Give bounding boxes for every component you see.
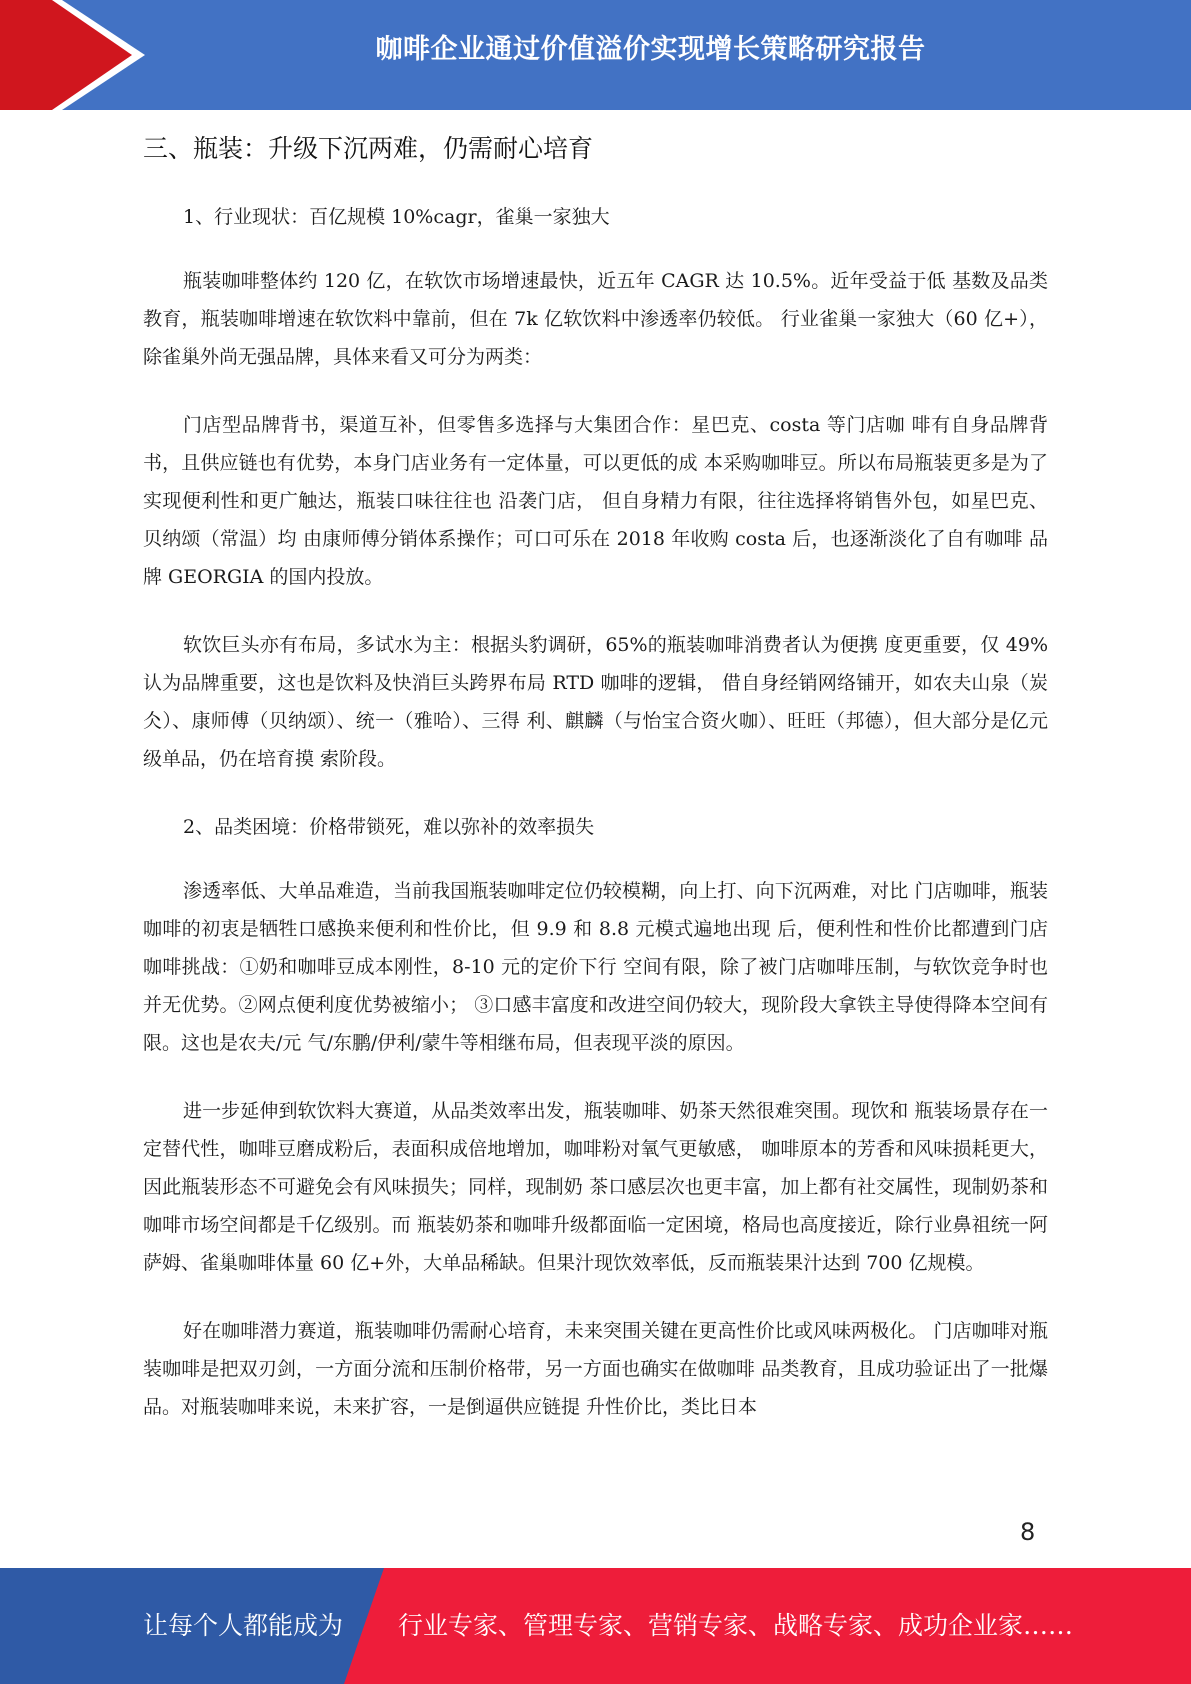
report-title: 咖啡企业通过价值溢价实现增长策略研究报告: [375, 34, 926, 65]
header-banner: [0, 0, 1191, 110]
paragraph: 瓶装咖啡整体约 120 亿，在软饮市场增速最快，近五年 CAGR 达 10.5%。近年受益于低 基数及品类教育，瓶装咖啡增速在软饮料中靠前，但在 7k 亿软饮料中渗透率仍较低。 行业雀巢一家独大（60 亿+），除雀巢外尚无强品牌，具体来看又可分为两类：: [143, 270, 1048, 368]
section-title: 三、瓶装：升级下沉两难，仍需耐心培育: [143, 134, 594, 163]
paragraph: 进一步延伸到软饮料大赛道，从品类效率出发，瓶装咖啡、奶茶天然很难突围。现饮和 瓶装场景存在一定替代性，咖啡豆磨成粉后，表面积成倍地增加，咖啡粉对氧气更敏感， 咖啡原本的芳香和风味损耗更大，因此瓶装形态不可避免会有风味损失；同样，现制奶 茶口感层次也更丰富，加上都有社交属性，现制奶茶和咖啡市场空间都是千亿级别。而 瓶装奶茶和咖啡升级都面临一定困境，格局也高度接近，除行业鼻祖统一阿萨姆、雀巢咖啡体量 60 亿+外，大单品稀缺。但果汁现饮效率低，反而瓶装果汁达到 700 亿规模。: [143, 1100, 1048, 1274]
footer-banner: [0, 1568, 1191, 1684]
document-body: [143, 128, 1048, 1456]
paragraph: 软饮巨头亦有布局，多试水为主：根据头豹调研，65%的瓶装咖啡消费者认为便携 度更重要，仅 49%认为品牌重要，这也是饮料及快消巨头跨界布局 RTD 咖啡的逻辑， 借自身经销网络铺开，如农夫山泉（炭仌）、康师傅（贝纳颂）、统一（雅哈）、三得 利、麒麟（与怡宝合资火咖）、旺旺（邦德），但大部分是亿元级单品，仍在培育摸 索阶段。: [143, 634, 1048, 770]
footer-slogan-left: 让每个人都能成为: [143, 1611, 344, 1640]
page-number: 8: [1020, 1518, 1036, 1546]
paragraph: 好在咖啡潜力赛道，瓶装咖啡仍需耐心培育，未来突围关键在更高性价比或风味两极化。 门店咖啡对瓶装咖啡是把双刃剑，一方面分流和压制价格带，另一方面也确实在做咖啡 品类教育，且成功验证出了一批爆品。对瓶装咖啡来说，未来扩容，一是倒逼供应链提 升性价比，类比日本: [143, 1320, 1048, 1418]
subheading-category-dilemma: 2、品类困境：价格带锁死，难以弥补的效率损失: [183, 816, 595, 838]
paragraph: 门店型品牌背书，渠道互补，但零售多选择与大集团合作：星巴克、costa 等门店咖 啡有自身品牌背书，且供应链也有优势，本身门店业务有一定体量，可以更低的成 本采购咖啡豆。所以布局瓶装更多是为了实现便利性和更广触达，瓶装口味往往也 沿袭门店， 但自身精力有限，往往选择将销售外包，如星巴克、贝纳颂（常温）均 由康师傅分销体系操作；可口可乐在 2018 年收购 costa 后，也逐渐淡化了自有咖啡 品牌 GEORGIA 的国内投放。: [143, 414, 1048, 588]
paragraph: 渗透率低、大单品难造，当前我国瓶装咖啡定位仍较模糊，向上打、向下沉两难，对比 门店咖啡，瓶装咖啡的初衷是牺牲口感换来便利和性价比，但 9.9 和 8.8 元模式遍地出现 后，便利性和性价比都遭到门店咖啡挑战：①奶和咖啡豆成本刚性，8-10 元的定价下行 空间有限，除了被门店咖啡压制，与软饮竞争时也并无优势。②网点便利度优势被缩小； ③口感丰富度和改进空间仍较大，现阶段大拿铁主导使得降本空间有限。这也是农夫/元 气/东鹏/伊利/蒙牛等相继布局，但表现平淡的原因。: [143, 880, 1048, 1054]
subheading-industry-status: 1、行业现状：百亿规模 10%cagr，雀巢一家独大: [183, 206, 610, 228]
footer-slogan-right: 行业专家、管理专家、营销专家、战略专家、成功企业家……: [398, 1611, 1074, 1640]
chevron-arrow-icon: [0, 0, 160, 110]
